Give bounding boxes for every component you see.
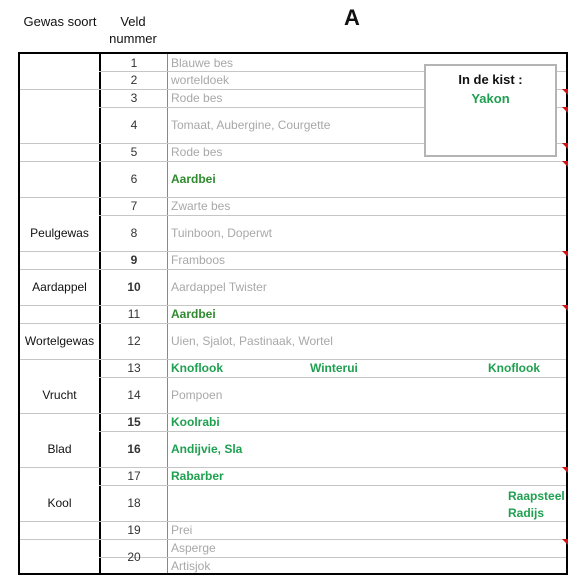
crop-cell[interactable]: Aardbei (171, 307, 216, 321)
comment-marker-icon[interactable] (562, 161, 568, 167)
comment-marker-icon[interactable] (562, 251, 568, 257)
crop-cell[interactable] (171, 485, 562, 521)
comment-marker-icon[interactable] (562, 143, 568, 149)
field-number: 11 (127, 307, 141, 321)
kist-box (424, 64, 557, 157)
crop-cell[interactable]: Asperge (171, 541, 216, 555)
comment-marker-icon[interactable] (562, 89, 568, 95)
crop-cell[interactable]: Blauwe bes (171, 55, 234, 70)
page-title: A (344, 5, 360, 30)
crop-cell[interactable]: Andijvie, Sla (171, 442, 243, 456)
field-number: 3 (130, 91, 138, 105)
field-number: 7 (130, 199, 138, 213)
comment-marker-icon[interactable] (562, 305, 568, 311)
field-number: 13 (127, 361, 141, 375)
field-number: 19 (127, 523, 141, 537)
crop-cell[interactable]: Tuinboon, Doperwt (171, 226, 272, 240)
comment-marker-icon[interactable] (562, 539, 568, 545)
column-divider-veld (167, 54, 168, 573)
kist-label: In de kist : (458, 72, 523, 87)
crop-cell[interactable]: Pompoen (171, 388, 223, 402)
group-label-vrucht: Vrucht (42, 388, 77, 402)
header-gewas-soort: Gewas soort (23, 14, 97, 29)
field-number: 2 (130, 73, 138, 87)
field-number: 12 (127, 334, 141, 348)
group-label-blad: Blad (47, 442, 72, 456)
crop-cell[interactable]: Framboos (171, 253, 226, 267)
crop-cell[interactable]: Rabarber (171, 469, 224, 483)
group-label-wortelgewas: Wortelgewas (24, 334, 95, 348)
crop-cell[interactable]: Aardappel Twister (171, 280, 267, 294)
crop-cell[interactable]: Koolrabi (171, 415, 220, 429)
field-number: 5 (130, 145, 138, 159)
field-number: 17 (127, 469, 141, 483)
kist-value: Yakon (471, 91, 510, 106)
group-label-aardappel: Aardappel (32, 280, 87, 294)
crop-extra[interactable]: Winterui (310, 361, 358, 375)
group-label-kool: Kool (47, 496, 72, 510)
field-number: 18 (127, 496, 141, 510)
crop-cell[interactable]: Aardbei (171, 172, 216, 186)
comment-marker-icon[interactable] (562, 107, 568, 113)
group-label-peulgewas: Peulgewas (30, 226, 89, 240)
comment-marker-icon[interactable] (562, 467, 568, 473)
crop-cell[interactable]: Rode bes (171, 145, 223, 159)
field-number: 20 (127, 550, 141, 564)
crop-cell[interactable]: Zwarte bes (171, 199, 231, 213)
field-number: 15 (127, 415, 141, 429)
field-number: 1 (130, 55, 138, 70)
crop-cell[interactable]: Rode bes (171, 91, 223, 105)
field-number: 4 (130, 118, 138, 132)
field-number: 8 (130, 226, 138, 240)
crop-cell[interactable]: worteldoek (171, 73, 230, 87)
field-number: 9 (130, 253, 138, 267)
crop-cell[interactable]: Uien, Sjalot, Pastinaak, Wortel (171, 334, 333, 348)
field-number: 16 (127, 442, 141, 456)
crop-extra[interactable]: Radijs (508, 506, 545, 520)
field-number: 6 (130, 172, 138, 186)
crop-extra[interactable]: Raapsteel (508, 489, 565, 503)
field-number: 14 (127, 388, 141, 402)
crop-cell[interactable]: Artisjok (171, 559, 211, 573)
field-number: 10 (127, 280, 141, 294)
crop-cell[interactable]: Knoflook (171, 361, 223, 375)
crop-extra[interactable]: Knoflook (488, 361, 540, 375)
crop-cell[interactable]: Prei (171, 523, 193, 537)
crop-cell[interactable]: Tomaat, Aubergine, Courgette (171, 118, 331, 132)
header-veld-nummer: Veld nummer (109, 14, 157, 46)
